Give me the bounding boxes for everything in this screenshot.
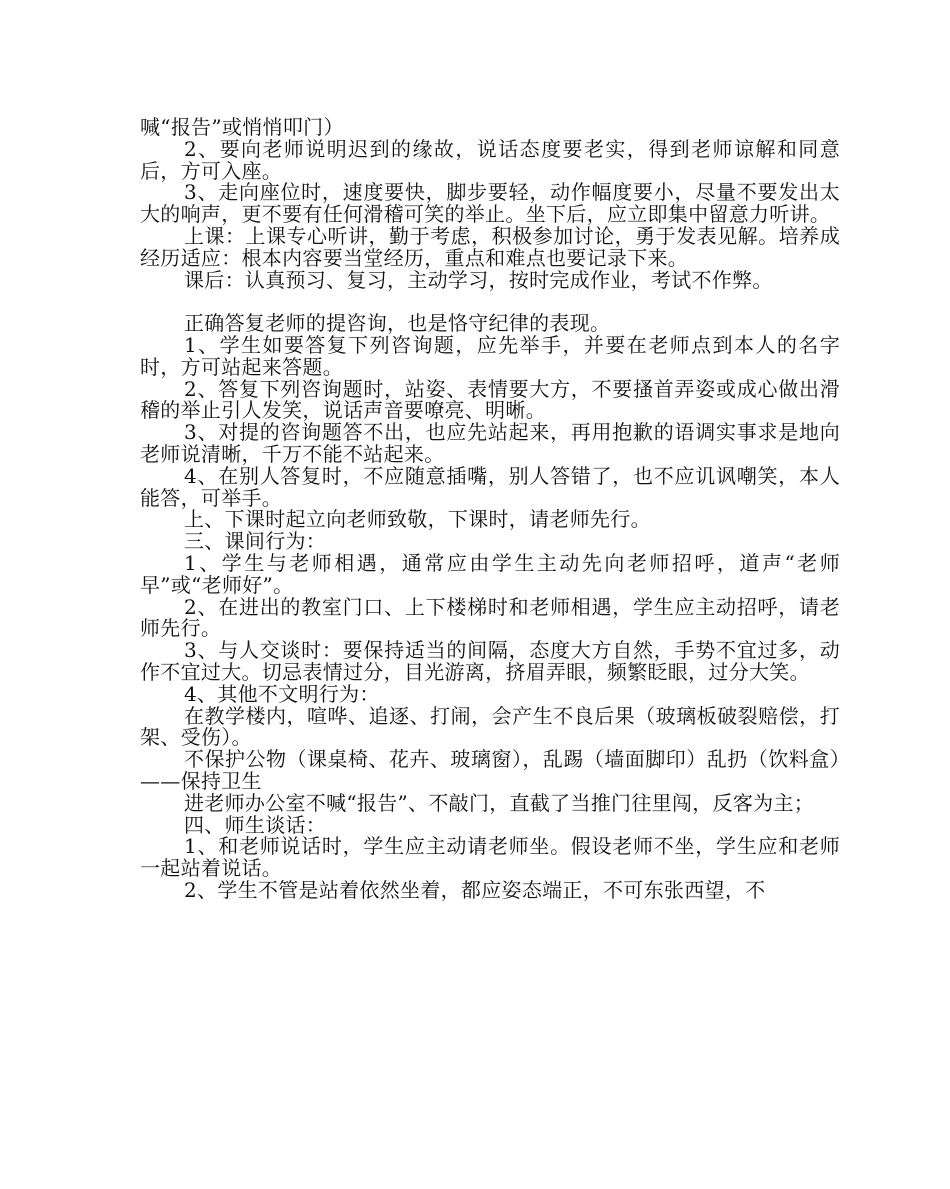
paragraph: 上、下课时起立向老师致敬，下课时，请老师先行。 xyxy=(184,507,651,532)
paragraph: 2、答复下列咨询题时，站姿、表情要大方，不要搔首弄姿或成心做出滑稽的举止引人发笑，说话声音要嘹亮、明晰。 xyxy=(140,376,840,423)
paragraph: 2、要向老师说明迟到的缘故，说话态度要老实，得到老师谅解和同意后，方可入座。 xyxy=(140,136,840,183)
paragraph: 4、其他不文明行为： xyxy=(184,681,380,706)
blank-line xyxy=(140,291,840,313)
paragraph: 三、课间行为： xyxy=(184,529,327,554)
paragraph: 在教学楼内，喧哗、追逐、打闹，会产生不良后果（玻璃板破裂赔偿，打架、受伤）。 xyxy=(140,703,840,750)
document-body xyxy=(140,117,840,902)
paragraph: 1、和老师说话时，学生应主动请老师坐。假设老师不坐，学生应和老师一起站着说话。 xyxy=(140,834,840,881)
paragraph: 不保护公物（课桌椅、花卉、玻璃窗），乱踢（墙面脚印）乱扔（饮料盒）——保持卫生 xyxy=(140,747,840,793)
paragraph: 四、师生谈话： xyxy=(184,812,327,837)
paragraph: 3、与人交谈时：要保持适当的间隔，态度大方自然，手势不宜过多，动作不宜过大。切忌表情过分，目光游离，挤眉弄眼，频繁眨眼，过分大笑。 xyxy=(140,638,840,684)
paragraph: 3、对提的咨询题答不出，也应先站起来，再用抱歉的语调实事求是地向老师说清晰，千万不能不站起来。 xyxy=(140,420,840,466)
paragraph: 1、学生如要答复下列咨询题，应先举手，并要在老师点到本人的名字时，方可站起来答题。 xyxy=(140,332,840,379)
paragraph: 上课：上课专心听讲，勤于考虑，积极参加讨论，勇于发表见解。培养成经历适应：根本内容要当堂经历，重点和难点也要记录下来。 xyxy=(140,223,840,270)
paragraph: 正确答复老师的提咨询，也是恪守纪律的表现。 xyxy=(184,311,611,336)
paragraph: 2、学生不管是站着依然坐着，都应姿态端正，不可东张西望，不 xyxy=(184,877,766,902)
paragraph: 2、在进出的教室门口、上下楼梯时和老师相遇，学生应主动招呼，请老师先行。 xyxy=(140,594,840,641)
paragraph: 进老师办公室不喊“报告”、不敲门，直截了当推门往里闯，反客为主； xyxy=(184,790,815,815)
paragraph: 喊“报告”或悄悄叩门） xyxy=(140,115,344,139)
paragraph: 课后：认真预习、复习，主动学习，按时完成作业，考试不作弊。 xyxy=(184,267,773,292)
paragraph: 3、走向座位时，速度要快，脚步要轻，动作幅度要小，尽量不要发出太大的响声，更不要有任何滑稽可笑的举止。坐下后，应立即集中留意力听讲。 xyxy=(140,180,840,227)
paragraph: 4、在别人答复时，不应随意插嘴，别人答错了，也不应讥讽嘲笑，本人能答，可举手。 xyxy=(140,463,840,510)
paragraph: 1、学生与老师相遇，通常应由学生主动先向老师招呼，道声“老师早”或“老师好”。 xyxy=(140,550,840,597)
